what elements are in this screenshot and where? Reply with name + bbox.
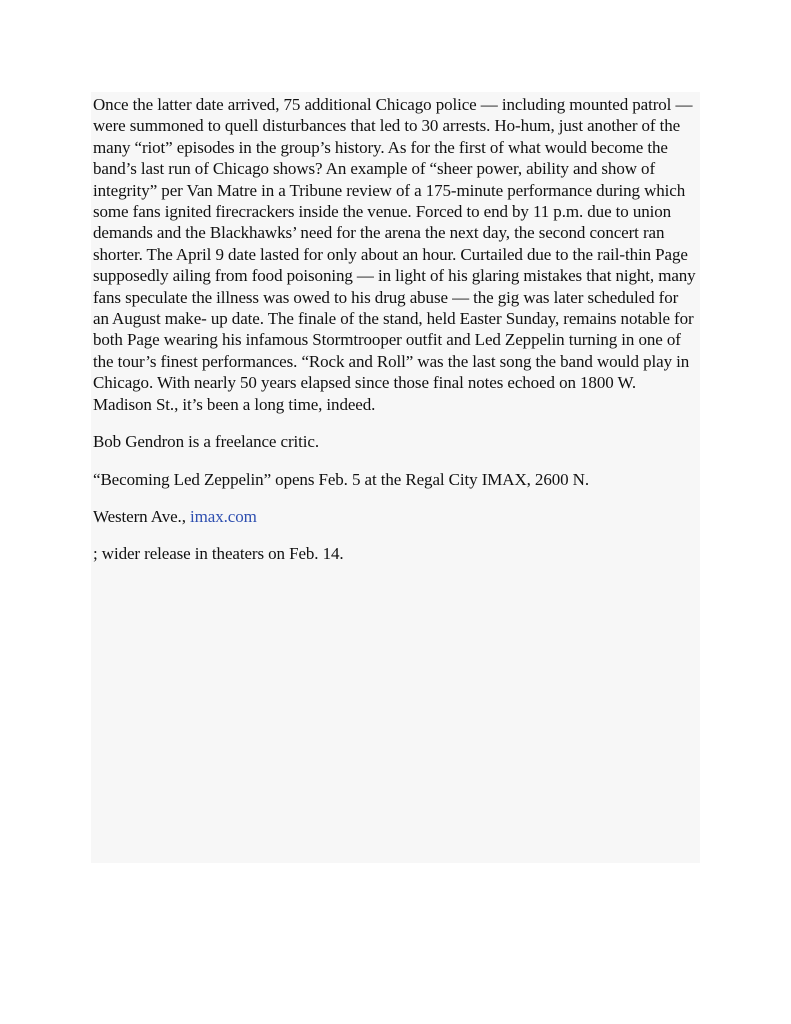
imax-link[interactable]: imax.com: [190, 506, 257, 526]
article-text-block: [91, 92, 700, 863]
release-info-line: ; wider release in theaters on Feb. 14.: [93, 544, 344, 564]
address-line: [93, 506, 698, 527]
article-body-paragraph: Once the latter date arrived, 75 additional Chicago police — including mounted patrol — were summoned to quell disturbances that led to 30 arrests. Ho-hum, just another of the many “riot” episodes in the group’s history. As for the first of what would become the band’s last run of Chicago shows? An example of “sheer power, ability and show of integrity” per Van Matre in a Tribune review of a 175-minute performance during which some fans ignited firecrackers inside the venue. Forced to end by 11 p.m. due to union demands and the Blackhawks’ need for the arena the next day, the second concert ran shorter. The April 9 date lasted for only about an hour. Curtailed due to the rail-thin Page supposedly ailing from food poisoning — in light of his glaring mistakes that night, many fans speculate the illness was owed to his drug abuse — the gig was later scheduled for an August make- up date. The finale of the stand, held Easter Sunday, remains notable for both Page wearing his infamous Stormtrooper outfit and Led Zeppelin turning in one of the tour’s finest performances. “Rock and Roll” was the last song the band would play in Chicago. With nearly 50 years elapsed since those final notes echoed on 1800 W. Madison St., it’s been a long time, indeed.: [93, 95, 696, 414]
author-bio-line: Bob Gendron is a freelance critic.: [93, 432, 320, 452]
address-text: Western Ave.,: [93, 506, 186, 526]
screening-info-line: “Becoming Led Zeppelin” opens Feb. 5 at the Regal City IMAX, 2600 N.: [93, 469, 590, 489]
